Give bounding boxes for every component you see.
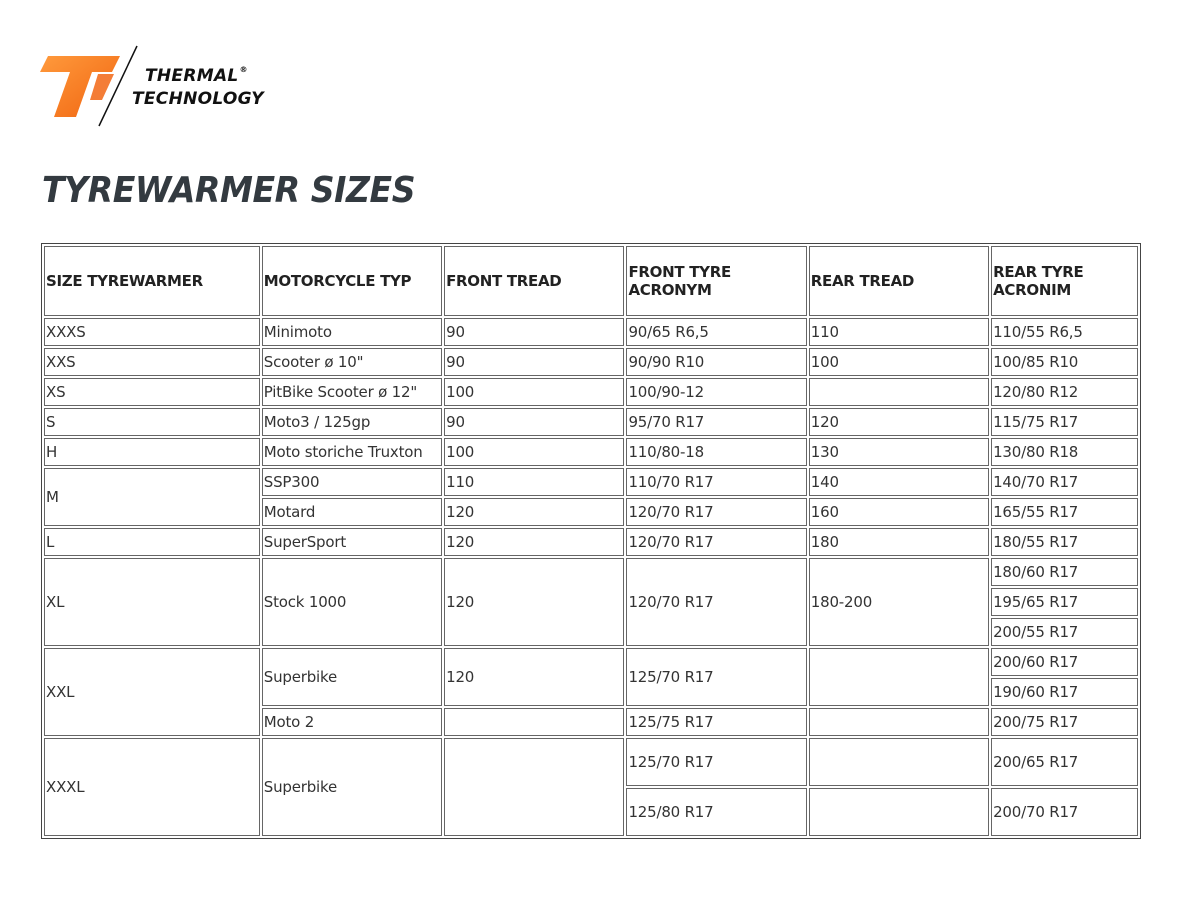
header-rear-tread: REAR TREAD <box>809 246 989 316</box>
cell-motorcycle: Superbike <box>262 648 442 706</box>
cell-motorcycle: Moto storiche Truxton <box>262 438 442 466</box>
cell-motorcycle: Motard <box>262 498 442 526</box>
cell-front-acronym: 100/90-12 <box>626 378 806 406</box>
header-front-acronym: FRONT TYRE ACRONYM <box>626 246 806 316</box>
table-row <box>44 348 1138 376</box>
cell-front-tread <box>444 708 624 736</box>
header-rear-acronym: REAR TYRE ACRONIM <box>991 246 1138 316</box>
tyrewarmer-sizes-table <box>41 243 1141 839</box>
sizes-table-container <box>41 243 1141 839</box>
cell-front-tread: 120 <box>444 558 624 646</box>
cell-size: M <box>44 468 260 526</box>
cell-size: XXL <box>44 648 260 736</box>
cell-front-acronym: 125/70 R17 <box>626 738 806 786</box>
cell-size: XXXL <box>44 738 260 836</box>
brand-logo[interactable] <box>40 44 280 130</box>
cell-front-acronym: 90/65 R6,5 <box>626 318 806 346</box>
cell-rear-acronym: 200/75 R17 <box>991 708 1138 736</box>
cell-front-acronym: 120/70 R17 <box>626 528 806 556</box>
brand-name-line1: THERMAL® <box>145 65 248 86</box>
cell-rear-acronym: 120/80 R12 <box>991 378 1138 406</box>
cell-front-acronym: 120/70 R17 <box>626 498 806 526</box>
cell-size: XL <box>44 558 260 646</box>
cell-rear-acronym: 110/55 R6,5 <box>991 318 1138 346</box>
table-row <box>44 558 1138 586</box>
cell-front-tread: 90 <box>444 408 624 436</box>
cell-rear-acronym: 140/70 R17 <box>991 468 1138 496</box>
cell-front-tread: 100 <box>444 438 624 466</box>
cell-rear-acronym: 200/65 R17 <box>991 738 1138 786</box>
cell-front-tread <box>444 738 624 836</box>
page-title: TYREWARMER SIZES <box>42 170 416 211</box>
cell-front-tread: 110 <box>444 468 624 496</box>
header-motorcycle: MOTORCYCLE TYP <box>262 246 442 316</box>
cell-front-acronym: 95/70 R17 <box>626 408 806 436</box>
cell-size: XXXS <box>44 318 260 346</box>
table-row <box>44 408 1138 436</box>
cell-rear-acronym: 180/60 R17 <box>991 558 1138 586</box>
cell-size: L <box>44 528 260 556</box>
cell-rear-tread: 180 <box>809 528 989 556</box>
cell-front-acronym: 125/70 R17 <box>626 648 806 706</box>
cell-motorcycle: Moto3 / 125gp <box>262 408 442 436</box>
cell-front-acronym: 125/80 R17 <box>626 788 806 836</box>
table-row <box>44 438 1138 466</box>
cell-rear-tread <box>809 788 989 836</box>
cell-rear-acronym: 180/55 R17 <box>991 528 1138 556</box>
cell-motorcycle: Scooter ø 10" <box>262 348 442 376</box>
cell-rear-tread: 180-200 <box>809 558 989 646</box>
cell-front-tread: 120 <box>444 648 624 706</box>
cell-rear-tread: 160 <box>809 498 989 526</box>
brand-name-line2: TECHNOLOGY <box>132 89 264 109</box>
cell-rear-tread: 100 <box>809 348 989 376</box>
cell-motorcycle: Minimoto <box>262 318 442 346</box>
cell-motorcycle: PitBike Scooter ø 12" <box>262 378 442 406</box>
table-header-row <box>44 246 1138 316</box>
table-row <box>44 528 1138 556</box>
header-front-tread: FRONT TREAD <box>444 246 624 316</box>
registered-mark: ® <box>239 65 248 74</box>
cell-front-tread: 90 <box>444 348 624 376</box>
cell-front-acronym: 90/90 R10 <box>626 348 806 376</box>
cell-rear-tread: 120 <box>809 408 989 436</box>
table-row <box>44 318 1138 346</box>
cell-motorcycle: Stock 1000 <box>262 558 442 646</box>
cell-front-acronym: 125/75 R17 <box>626 708 806 736</box>
cell-rear-acronym: 200/60 R17 <box>991 648 1138 676</box>
cell-motorcycle: Moto 2 <box>262 708 442 736</box>
cell-rear-tread <box>809 378 989 406</box>
cell-front-tread: 90 <box>444 318 624 346</box>
cell-rear-acronym: 115/75 R17 <box>991 408 1138 436</box>
cell-rear-tread <box>809 648 989 706</box>
table-row <box>44 378 1138 406</box>
cell-size: XS <box>44 378 260 406</box>
cell-rear-tread: 130 <box>809 438 989 466</box>
thermal-technology-t-logo-icon <box>40 44 140 130</box>
cell-rear-tread: 140 <box>809 468 989 496</box>
cell-rear-acronym: 130/80 R18 <box>991 438 1138 466</box>
cell-size: S <box>44 408 260 436</box>
cell-rear-acronym: 195/65 R17 <box>991 588 1138 616</box>
cell-front-tread: 120 <box>444 498 624 526</box>
table-row <box>44 648 1138 676</box>
cell-rear-tread <box>809 708 989 736</box>
cell-rear-tread <box>809 738 989 786</box>
table-row <box>44 738 1138 786</box>
cell-rear-tread: 110 <box>809 318 989 346</box>
cell-motorcycle: Superbike <box>262 738 442 836</box>
cell-front-acronym: 110/70 R17 <box>626 468 806 496</box>
brand-wordmark <box>132 66 264 109</box>
cell-size: H <box>44 438 260 466</box>
cell-rear-acronym: 200/70 R17 <box>991 788 1138 836</box>
cell-motorcycle: SSP300 <box>262 468 442 496</box>
cell-size: XXS <box>44 348 260 376</box>
cell-motorcycle: SuperSport <box>262 528 442 556</box>
cell-rear-acronym: 200/55 R17 <box>991 618 1138 646</box>
cell-front-tread: 100 <box>444 378 624 406</box>
cell-front-tread: 120 <box>444 528 624 556</box>
cell-rear-acronym: 190/60 R17 <box>991 678 1138 706</box>
cell-rear-acronym: 100/85 R10 <box>991 348 1138 376</box>
header-size: SIZE TYREWARMER <box>44 246 260 316</box>
table-row <box>44 468 1138 496</box>
cell-front-acronym: 120/70 R17 <box>626 558 806 646</box>
cell-rear-acronym: 165/55 R17 <box>991 498 1138 526</box>
cell-front-acronym: 110/80-18 <box>626 438 806 466</box>
